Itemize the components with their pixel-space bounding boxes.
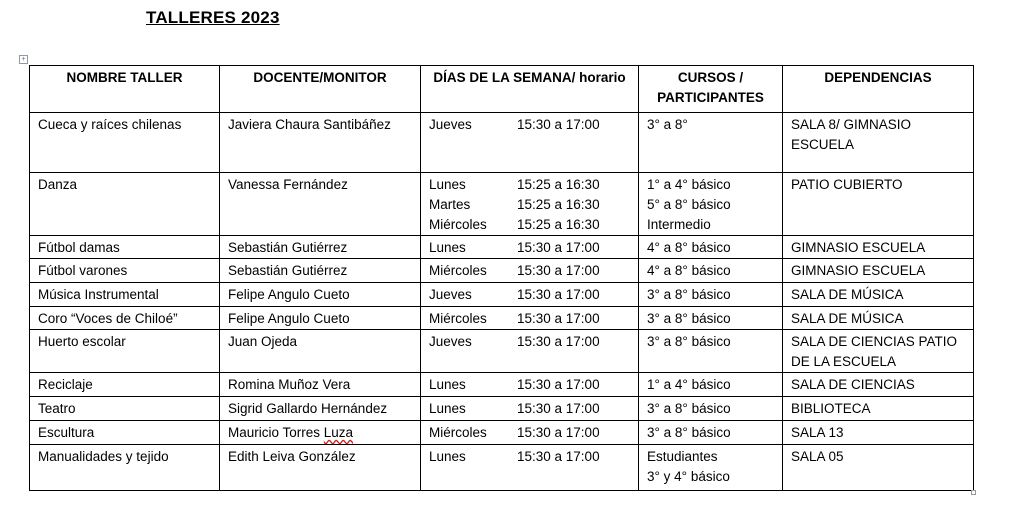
cell-taller: Fútbol damas [30, 236, 220, 259]
cell-cursos: 3° a 8° básico [639, 283, 783, 307]
time: 15:30 a 17:00 [517, 311, 600, 326]
cell-taller: Escultura [30, 421, 220, 445]
time: 15:30 a 17:00 [517, 334, 600, 349]
time: 15:30 a 17:00 [517, 117, 600, 132]
cell-cursos: 4° a 8° básico [639, 259, 783, 283]
table-row [30, 307, 974, 330]
cell-dependencias: GIMNASIO ESCUELA [783, 259, 974, 283]
day: Lunes [429, 177, 466, 192]
cell-dependencias: SALA 05 [783, 445, 974, 491]
cell-taller: Coro “Voces de Chiloé” [30, 307, 220, 330]
cell-docente: Vanessa Fernández [220, 173, 421, 236]
cell-horario [421, 373, 639, 397]
cell-dependencias [783, 113, 974, 173]
day: Jueves [429, 117, 472, 132]
talleres-table [29, 65, 974, 491]
header-dependencias: DEPENDENCIAS [783, 66, 974, 113]
day: Miércoles [429, 311, 487, 326]
curso-line: 1° a 4° básico [647, 177, 731, 192]
day: Miércoles [429, 263, 487, 278]
cell-horario [421, 330, 639, 373]
dependencia-line: SALA 8/ GIMNASIO [791, 117, 912, 132]
cell-dependencias: BIBLIOTECA [783, 397, 974, 421]
cell-horario [421, 236, 639, 259]
dependencia-line: ESCUELA [791, 137, 855, 152]
cell-horario [421, 173, 639, 236]
table-resize-handle-icon[interactable] [971, 490, 976, 495]
curso-line: 5° a 8° básico [647, 197, 731, 212]
time: 15:25 a 16:30 [517, 177, 600, 192]
day: Jueves [429, 334, 472, 349]
cell-dependencias: PATIO CUBIERTO [783, 173, 974, 236]
cell-horario [421, 421, 639, 445]
table-row [30, 173, 974, 236]
cell-cursos [639, 173, 783, 236]
cell-taller: Cueca y raíces chilenas [30, 113, 220, 173]
header-nombre-taller: NOMBRE TALLER [30, 66, 220, 113]
cell-taller: Música Instrumental [30, 283, 220, 307]
table-row [30, 236, 974, 259]
cell-taller: Danza [30, 173, 220, 236]
dependencia-line: DE LA ESCUELA [791, 354, 897, 369]
cell-cursos: 1° a 4° básico [639, 373, 783, 397]
cell-dependencias: SALA DE CIENCIAS [783, 373, 974, 397]
day: Lunes [429, 401, 466, 416]
cell-cursos: 3° a 8° básico [639, 330, 783, 373]
day: Lunes [429, 240, 466, 255]
curso-line: Intermedio [647, 217, 711, 232]
day: Martes [429, 197, 471, 212]
table-row [30, 113, 974, 173]
cell-cursos: 3° a 8° básico [639, 307, 783, 330]
table-row [30, 283, 974, 307]
cell-docente: Romina Muñoz Vera [220, 373, 421, 397]
cell-dependencias: SALA 13 [783, 421, 974, 445]
time: 15:25 a 16:30 [517, 217, 600, 232]
day: Lunes [429, 449, 466, 464]
day: Miércoles [429, 425, 487, 440]
curso-line: 3° y 4° básico [647, 469, 730, 484]
day: Lunes [429, 377, 466, 392]
cell-cursos: 4° a 8° básico [639, 236, 783, 259]
cell-docente: Felipe Angulo Cueto [220, 307, 421, 330]
cell-cursos: 3° a 8° [639, 113, 783, 173]
time: 15:25 a 16:30 [517, 197, 600, 212]
header-docente: DOCENTE/MONITOR [220, 66, 421, 113]
cell-dependencias: SALA DE MÚSICA [783, 307, 974, 330]
time: 15:30 a 17:00 [517, 240, 600, 255]
docente-name: Mauricio Torres [228, 425, 324, 440]
header-cursos: CURSOS / PARTICIPANTES [639, 66, 783, 113]
cell-cursos: 3° a 8° básico [639, 397, 783, 421]
cell-horario [421, 113, 639, 173]
day: Miércoles [429, 217, 487, 232]
cell-taller: Manualidades y tejido [30, 445, 220, 491]
time: 15:30 a 17:00 [517, 377, 600, 392]
cell-docente: Felipe Angulo Cueto [220, 283, 421, 307]
cell-docente: Edith Leiva González [220, 445, 421, 491]
time: 15:30 a 17:00 [517, 401, 600, 416]
cell-docente: Juan Ojeda [220, 330, 421, 373]
table-header-row [30, 66, 974, 113]
day: Jueves [429, 287, 472, 302]
cell-cursos: 3° a 8° básico [639, 421, 783, 445]
cell-horario [421, 259, 639, 283]
cell-docente: Javiera Chaura Santibáñez [220, 113, 421, 173]
table-row [30, 330, 974, 373]
cell-docente [220, 421, 421, 445]
header-dias: DÍAS DE LA SEMANA/ horario [421, 66, 639, 113]
cell-taller: Reciclaje [30, 373, 220, 397]
cell-cursos [639, 445, 783, 491]
cell-docente: Sebastián Gutiérrez [220, 259, 421, 283]
page-title: TALLERES 2023 [146, 8, 280, 27]
cell-horario [421, 283, 639, 307]
cell-horario [421, 397, 639, 421]
cell-taller: Huerto escolar [30, 330, 220, 373]
cell-docente: Sebastián Gutiérrez [220, 236, 421, 259]
cell-dependencias: SALA DE MÚSICA [783, 283, 974, 307]
time: 15:30 a 17:00 [517, 287, 600, 302]
cell-horario [421, 307, 639, 330]
time: 15:30 a 17:00 [517, 425, 600, 440]
curso-line: Estudiantes [647, 449, 718, 464]
table-move-handle-icon[interactable]: + [19, 55, 28, 64]
time: 15:30 a 17:00 [517, 263, 600, 278]
table-row [30, 397, 974, 421]
table-row [30, 373, 974, 397]
dependencia-line: SALA DE CIENCIAS PATIO [791, 334, 958, 349]
cell-docente: Sigrid Gallardo Hernández [220, 397, 421, 421]
table-row [30, 259, 974, 283]
cell-taller: Teatro [30, 397, 220, 421]
cell-dependencias [783, 330, 974, 373]
spellcheck-word: Luza [323, 425, 354, 440]
cell-taller: Fútbol varones [30, 259, 220, 283]
table-row [30, 445, 974, 491]
time: 15:30 a 17:00 [517, 449, 600, 464]
cell-horario [421, 445, 639, 491]
table-row [30, 421, 974, 445]
cell-dependencias: GIMNASIO ESCUELA [783, 236, 974, 259]
